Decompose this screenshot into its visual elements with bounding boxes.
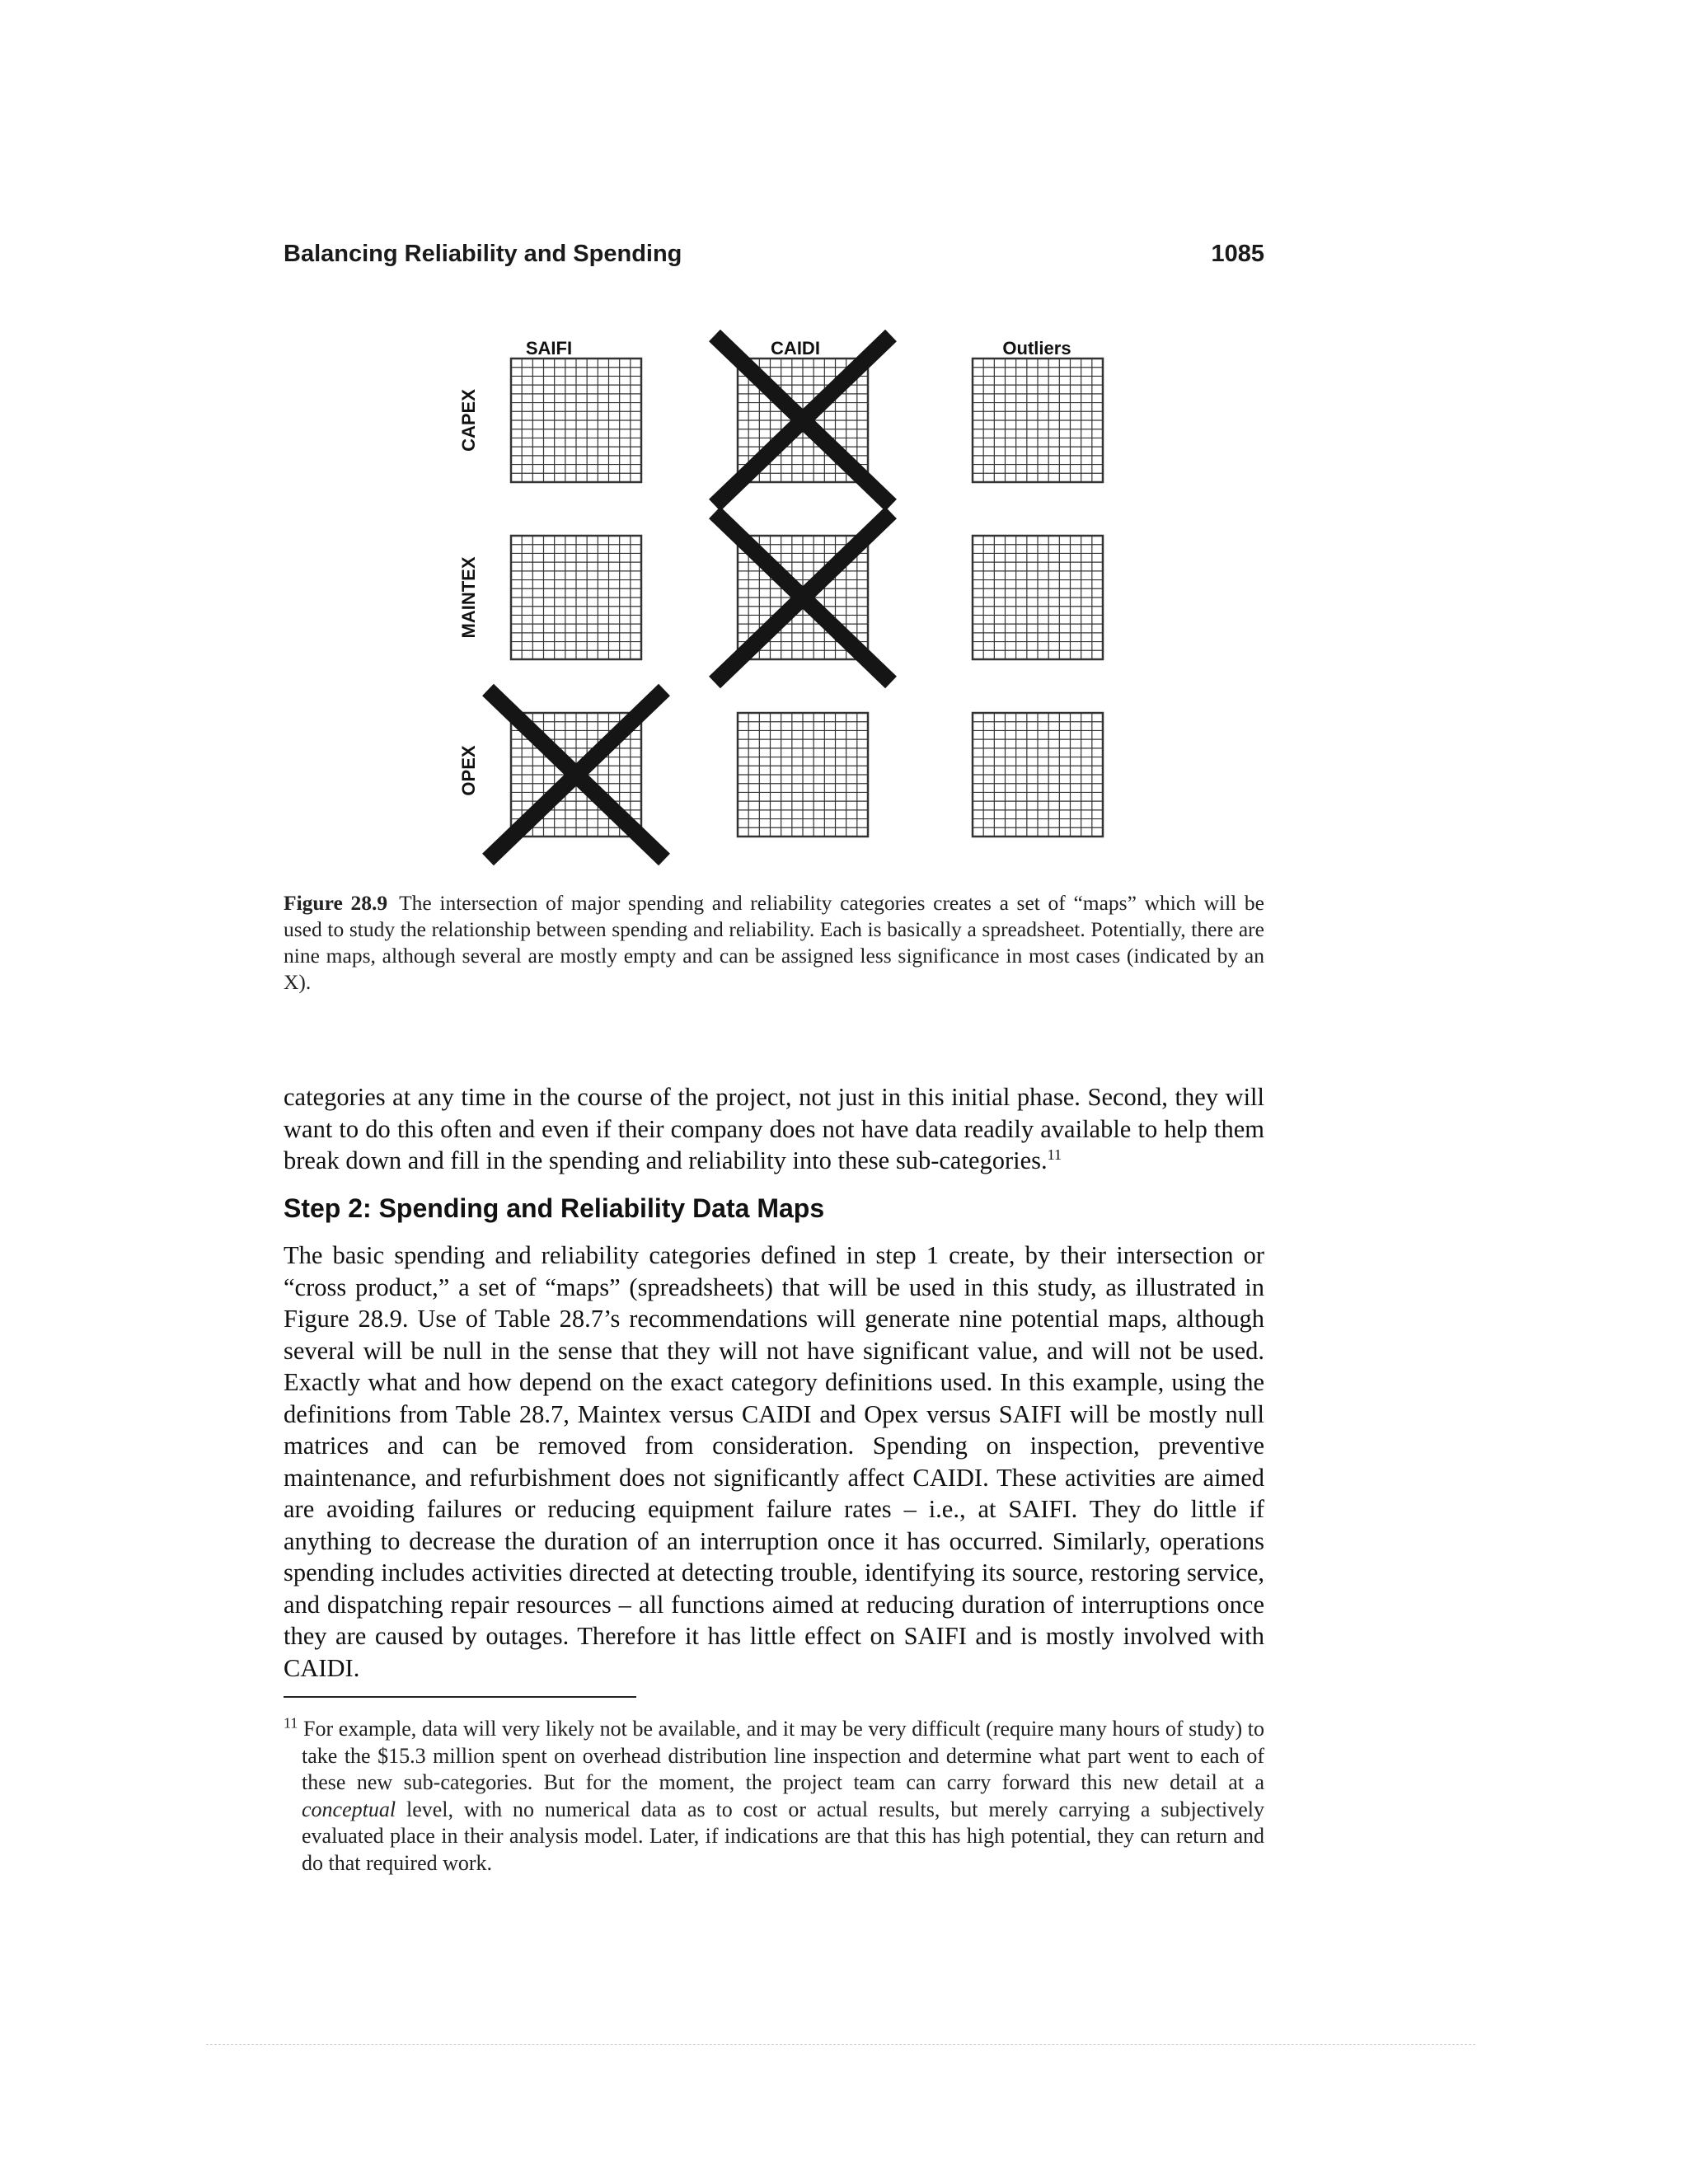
running-header	[284, 241, 1264, 279]
footnote-ref-11: 11	[1047, 1146, 1062, 1163]
scan-artifact-line	[206, 2044, 1475, 2045]
map-maintex-outliers	[973, 536, 1103, 659]
figure-28-9	[445, 326, 1146, 869]
map-opex-caidi	[738, 713, 868, 837]
footnote-11	[284, 1716, 1264, 1877]
row-labels	[458, 389, 479, 796]
footnote-divider	[284, 1696, 636, 1698]
map-opex-outliers	[973, 713, 1103, 837]
column-label-outliers: Outliers	[1002, 338, 1071, 359]
page-number: 1085	[1211, 241, 1264, 267]
body-paragraph-1-text: categories at any time in the course of the project, not just in this initial phase. Second, they will want to do this often and even if their company does not have data readily available to help them break down and fill in the spending and reliability into these sub-categories.	[284, 1083, 1264, 1174]
row-label-capex: CAPEX	[458, 389, 479, 452]
column-labels	[526, 338, 1071, 359]
section-heading: Step 2: Spending and Reliability Data Maps	[284, 1193, 825, 1223]
footnote-text-before: For example, data will very likely not be available, and it may be very difficult (require many hours of study) to take the $15.3 million spent on overhead distribution line inspection and determine what part went to each of these new sub-categories. But for the moment, the project team can carry forward this new detail at a	[302, 1717, 1264, 1794]
map-capex-outliers	[973, 359, 1103, 482]
column-label-caidi: CAIDI	[771, 338, 820, 359]
column-label-saifi: SAIFI	[525, 338, 573, 359]
body-paragraph-2: The basic spending and reliability categories defined in step 1 create, by their intersection or “cross product,” a set of “maps” (spreadsheets) that will be used in this study, as illustrated in Figure 28.9. Use of Table 28.7’s recommendations will generate nine potential maps, although several will be null in the sense that they will not have significant value, and will not be used. Exactly what and how depend on the exact category definitions used. In this example, using the definitions from Table 28.7, Maintex versus CAIDI and Opex versus SAIFI will be mostly null matrices and can be removed from consideration. Spending on inspection, preventive maintenance, and refurbishment does not significantly affect CAIDI. These activities are aimed are avoiding failures or reducing equipment failure rates – i.e., at SAIFI. They do little if anything to decrease the duration of an interruption once it has occurred. Similarly, operations spending includes activities directed at detecting trouble, identifying its source, restoring service, and dispatching repair resources – all functions aimed at reducing duration of interruptions once they are caused by outages. Therefore it has little effect on SAIFI and is mostly involved with CAIDI.	[284, 1241, 1264, 1682]
figure-caption	[284, 890, 1264, 996]
row-label-maintex: MAINTEX	[458, 556, 479, 639]
map-maintex-saifi	[511, 536, 641, 659]
body-paragraph-1	[284, 1081, 1264, 1177]
figure-caption-text: The intersection of major spending and reliability categories creates a set of “maps” which will be used to study the relationship between spending and reliability. Each is basically a spreadsheet. Potentially, there are nine maps, although several are mostly empty and can be assigned less significance in most cases (indicated by an X).	[284, 891, 1264, 994]
footnote-text-after: level, with no numerical data as to cost or actual results, but merely carrying a subjectively evaluated place in their analysis model. Later, if indications are that this has high potential, they can return and do that required work.	[302, 1797, 1264, 1875]
footnote-emphasis: conceptual	[302, 1797, 396, 1821]
running-header-title: Balancing Reliability and Spending	[284, 241, 682, 267]
figure-caption-label: Figure 28.9	[284, 891, 388, 915]
row-label-opex: OPEX	[458, 745, 479, 796]
footnote-number: 11	[284, 1714, 298, 1732]
map-capex-saifi	[511, 359, 641, 482]
